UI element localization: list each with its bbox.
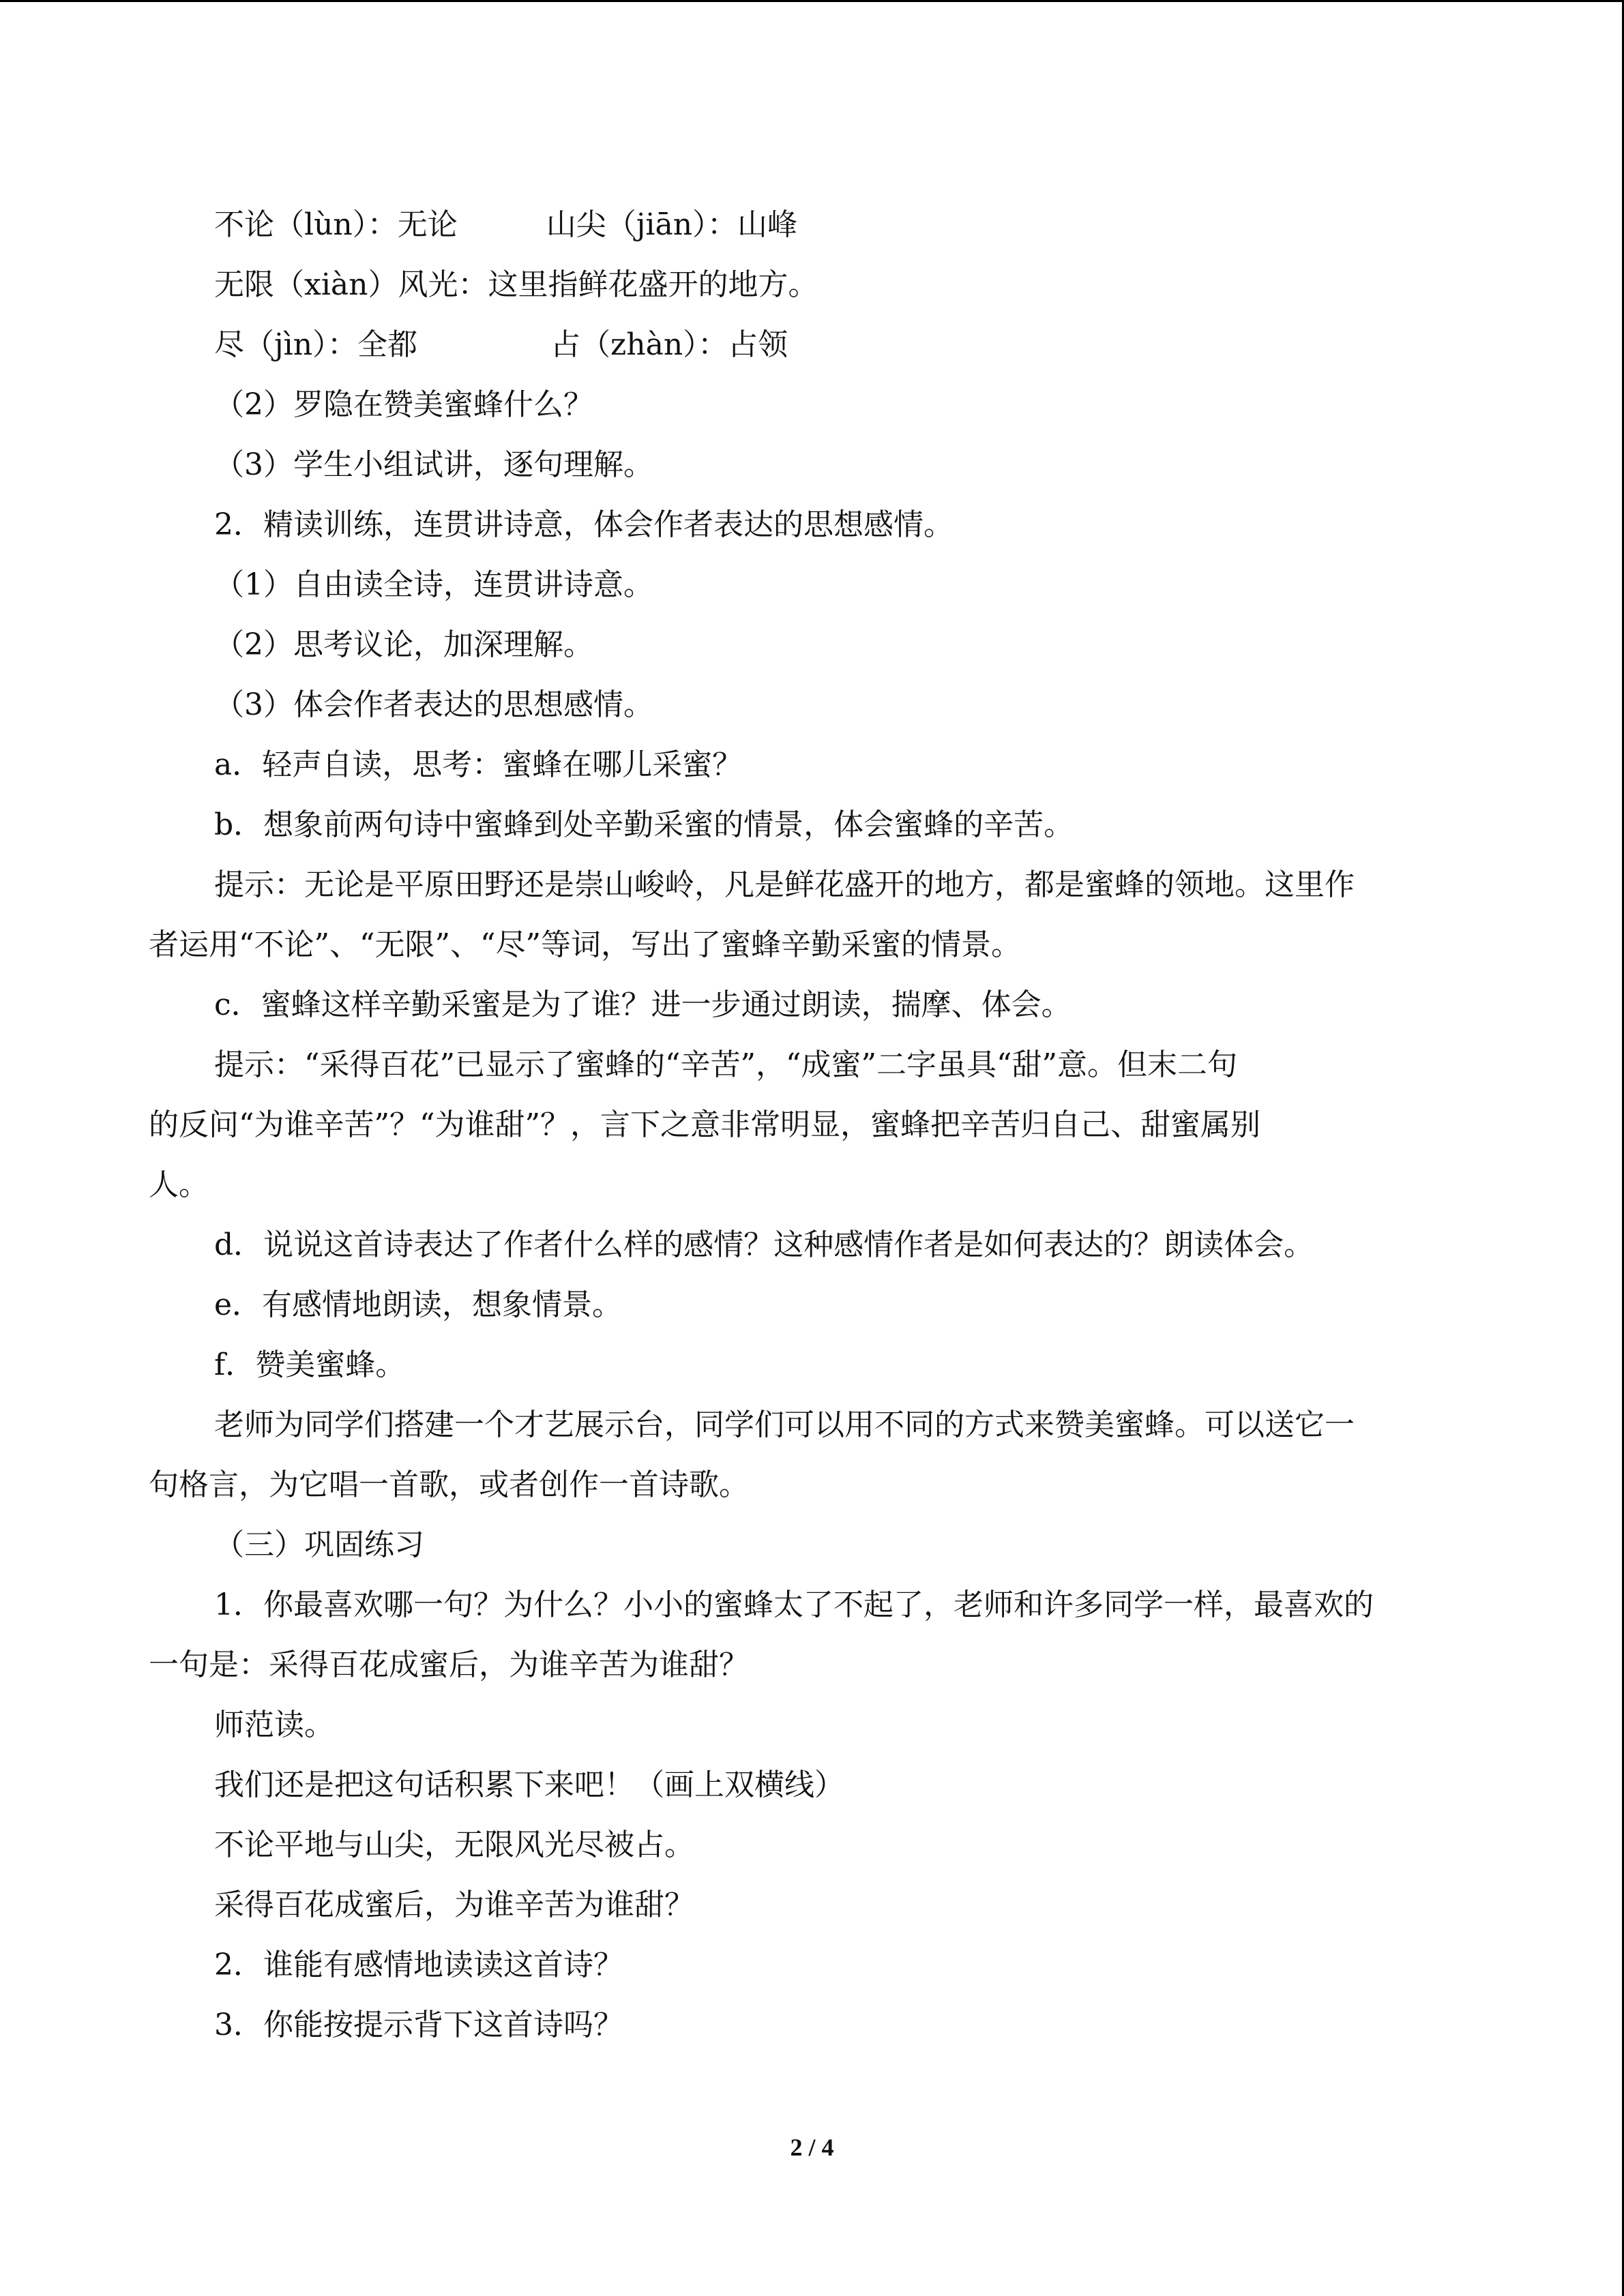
- paragraph: 我们还是把这句话积累下来吧！（画上双横线）: [214, 1768, 844, 1802]
- paragraph: b．想象前两句诗中蜜蜂到处辛勤采蜜的情景，体会蜜蜂的辛苦。: [214, 807, 1074, 842]
- paragraph: 2．谁能有感情地读读这首诗？: [214, 1948, 623, 1982]
- paragraph: （3）体会作者表达的思想感情。: [214, 687, 653, 722]
- paragraph: 者运用“不论”、“无限”、“尽”等词，写出了蜜蜂辛勤采蜜的情景。: [149, 927, 1021, 962]
- paragraph: 一句是：采得百花成蜜后，为谁辛苦为谁甜？: [149, 1648, 749, 1682]
- paragraph: 句格言，为它唱一首歌，或者创作一首诗歌。: [149, 1467, 749, 1502]
- vocab-bulun: 不论（lùn）：无论: [214, 207, 458, 242]
- paragraph: a．轻声自读，思考：蜜蜂在哪儿采蜜？: [214, 747, 743, 782]
- paragraph: 提示：无论是平原田野还是崇山峻岭，凡是鲜花盛开的地方，都是蜜蜂的领地。这里作: [214, 867, 1355, 902]
- vocab-zhan: 占（zhàn）：占领: [550, 327, 788, 362]
- paragraph: 的反问“为谁辛苦”？“为谁甜”？，言下之意非常明显，蜜蜂把辛苦归自己、甜蜜属别: [149, 1107, 1260, 1142]
- paragraph: 2．精读训练，连贯讲诗意，体会作者表达的思想感情。: [214, 507, 954, 542]
- paragraph: e．有感情地朗读，想象情景。: [214, 1287, 623, 1322]
- vocab-line-3: [214, 325, 788, 366]
- section-heading: （三）巩固练习: [214, 1527, 424, 1562]
- poem-line: 不论平地与山尖，无限风光尽被占。: [214, 1828, 694, 1862]
- paragraph: 师范读。: [214, 1708, 334, 1742]
- paragraph: 老师为同学们搭建一个才艺展示台，同学们可以用不同的方式来赞美蜜蜂。可以送它一: [214, 1407, 1355, 1442]
- page-number: 2 / 4: [790, 2134, 834, 2161]
- paragraph: （3）学生小组试讲，逐句理解。: [214, 447, 653, 482]
- paragraph: 人。: [149, 1167, 209, 1202]
- paragraph: 1．你最喜欢哪一句？为什么？小小的蜜蜂太了不起了，老师和许多同学一样，最喜欢的: [214, 1587, 1374, 1622]
- paragraph: f．赞美蜜蜂。: [214, 1347, 406, 1382]
- paragraph: （2）思考议论，加深理解。: [214, 627, 593, 662]
- paragraph: 3．你能按提示背下这首诗吗？: [214, 2008, 623, 2042]
- paragraph: （2）罗隐在赞美蜜蜂什么？: [214, 387, 593, 422]
- vocab-shanjian: 山尖（jiān）：山峰: [546, 207, 798, 242]
- vocab-jin: 尽（jìn）：全都: [214, 327, 418, 362]
- poem-line: 采得百花成蜜后，为谁辛苦为谁甜？: [214, 1888, 694, 1922]
- vocab-line-1: [214, 205, 797, 245]
- paragraph: （1）自由读全诗，连贯讲诗意。: [214, 567, 653, 602]
- vocab-line-2: 无限（xiàn）风光：这里指鲜花盛开的地方。: [214, 267, 818, 302]
- paragraph: d．说说这首诗表达了作者什么样的感情？这种感情作者是如何表达的？朗读体会。: [214, 1227, 1314, 1262]
- paragraph: c．蜜蜂这样辛勤采蜜是为了谁？进一步通过朗读，揣摩、体会。: [214, 987, 1072, 1022]
- paragraph: 提示：“采得百花”已显示了蜜蜂的“辛苦”，“成蜜”二字虽具“甜”意。但末二句: [214, 1047, 1237, 1082]
